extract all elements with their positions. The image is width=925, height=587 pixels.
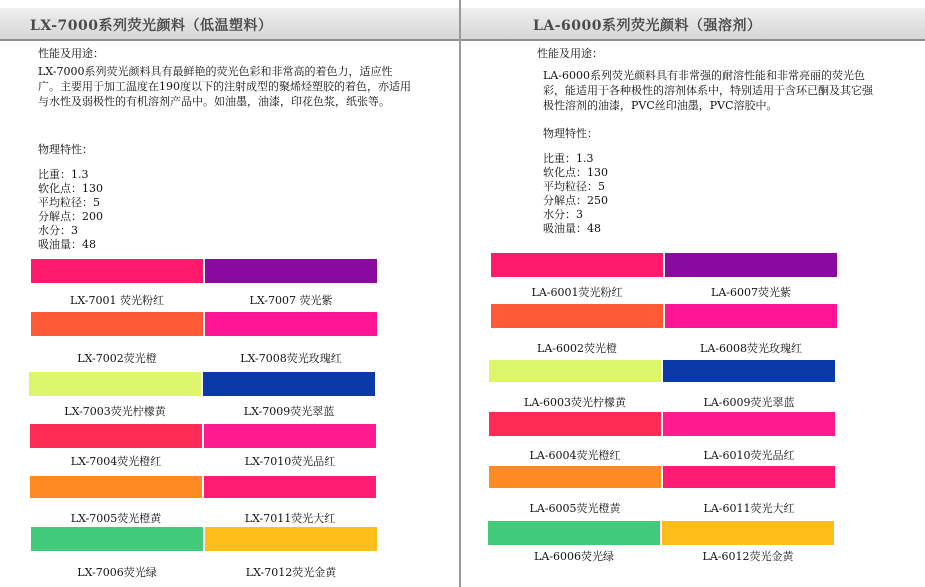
swatch-label: LA-6007荧光紫 — [711, 286, 791, 299]
lx7000-properties — [38, 168, 103, 252]
la6000-header — [461, 8, 925, 41]
color-swatch — [663, 466, 835, 488]
lx7000-header — [0, 8, 459, 41]
la6000-properties — [543, 152, 608, 236]
color-swatch — [489, 466, 661, 488]
la6000-title: LA-6000系列荧光颜料（强溶剂） — [533, 18, 762, 34]
swatch-label: LX-7002荧光橙 — [77, 352, 157, 365]
swatch-label: LX-7005荧光橙黄 — [70, 512, 162, 525]
lx7000-description: LX-7000系列荧光颜料具有最鲜艳的荧光色彩和非常高的着色力，适应性广。主要用于加工温度在190度以下的注射成型的聚烯烃塑胶的着色，亦适用与水性及弱极性的有机溶剂产品中。如油墨，油漆，印花色浆，纸张等。 — [38, 65, 411, 108]
swatch-label: LA-6004荧光橙红 — [529, 449, 621, 462]
property-item: 软化点：130 — [543, 166, 608, 179]
color-swatch — [31, 527, 203, 551]
property-item: 水分：3 — [38, 224, 78, 237]
lx7000-panel — [0, 0, 459, 587]
color-swatch — [489, 412, 661, 436]
la6000-description: LA-6000系列荧光颜料具有非常强的耐溶性能和非常亮丽的荧光色彩，能适用于各种极性的溶剂体系中，特别适用于含环已酮及其它强极性溶剂的油漆，PVC丝印油墨，PVC溶胶中。 — [543, 69, 873, 112]
property-item: 平均粒径：5 — [38, 196, 100, 209]
color-swatch — [29, 372, 201, 396]
swatch-label: LX-7012荧光金黄 — [245, 566, 337, 579]
swatch-label: LX-7001 荧光粉红 — [70, 294, 164, 307]
property-item: 分解点：200 — [38, 210, 103, 223]
color-swatch — [205, 312, 377, 336]
property-item: 吸油量：48 — [38, 238, 96, 251]
color-swatch — [204, 476, 376, 498]
color-swatch — [203, 372, 375, 396]
property-item: 比重：1.3 — [543, 152, 594, 165]
color-swatch — [663, 360, 835, 382]
color-swatch — [205, 527, 377, 551]
color-swatch — [31, 312, 203, 336]
lx7000-title: LX-7000系列荧光颜料（低温塑料） — [30, 18, 273, 34]
la6000-physical-label: 物理特性： — [543, 127, 598, 140]
color-swatch — [31, 259, 203, 283]
swatch-label: LA-6008荧光玫瑰红 — [700, 342, 802, 355]
swatch-label: LA-6003荧光柠檬黄 — [524, 396, 626, 409]
color-swatch — [665, 304, 837, 328]
swatch-label: LA-6011荧光大红 — [703, 502, 795, 515]
swatch-label: LX-7003荧光柠檬黄 — [64, 405, 166, 418]
swatch-label: LX-7009荧光翠蓝 — [243, 405, 335, 418]
property-item: 分解点：250 — [543, 194, 608, 207]
color-swatch — [204, 424, 376, 448]
property-item: 软化点：130 — [38, 182, 103, 195]
swatch-label: LX-7007 荧光紫 — [249, 294, 333, 307]
swatch-label: LA-6012荧光金黄 — [702, 550, 794, 563]
swatch-label: LX-7004荧光橙红 — [70, 455, 162, 468]
swatch-label: LA-6009荧光翠蓝 — [703, 396, 795, 409]
color-swatch — [489, 360, 661, 382]
color-swatch — [205, 259, 377, 283]
property-item: 水分：3 — [543, 208, 583, 221]
color-swatch — [491, 304, 663, 328]
property-item: 比重：1.3 — [38, 168, 89, 181]
color-swatch — [30, 424, 202, 448]
color-swatch — [662, 521, 834, 545]
swatch-label: LA-6005荧光橙黄 — [529, 502, 621, 515]
swatch-label: LX-7006荧光绿 — [77, 566, 157, 579]
la6000-panel — [461, 0, 925, 587]
color-swatch — [488, 521, 660, 545]
swatch-label: LA-6002荧光橙 — [537, 342, 617, 355]
lx7000-physical-label: 物理特性： — [38, 143, 93, 156]
color-swatch — [30, 476, 202, 498]
color-swatch — [491, 253, 663, 277]
swatch-label: LX-7011荧光大红 — [244, 512, 336, 525]
swatch-label: LX-7008荧光玫瑰红 — [240, 352, 342, 365]
swatch-label: LA-6010荧光品红 — [703, 449, 795, 462]
swatch-label: LX-7010荧光品红 — [244, 455, 336, 468]
color-swatch — [663, 412, 835, 436]
la6000-usage-label: 性能及用途： — [537, 47, 603, 60]
color-swatch — [665, 253, 837, 277]
property-item: 吸油量：48 — [543, 222, 601, 235]
lx7000-usage-label: 性能及用途： — [38, 47, 104, 60]
swatch-label: LA-6006荧光绿 — [534, 550, 614, 563]
property-item: 平均粒径：5 — [543, 180, 605, 193]
swatch-label: LA-6001荧光粉红 — [531, 286, 623, 299]
